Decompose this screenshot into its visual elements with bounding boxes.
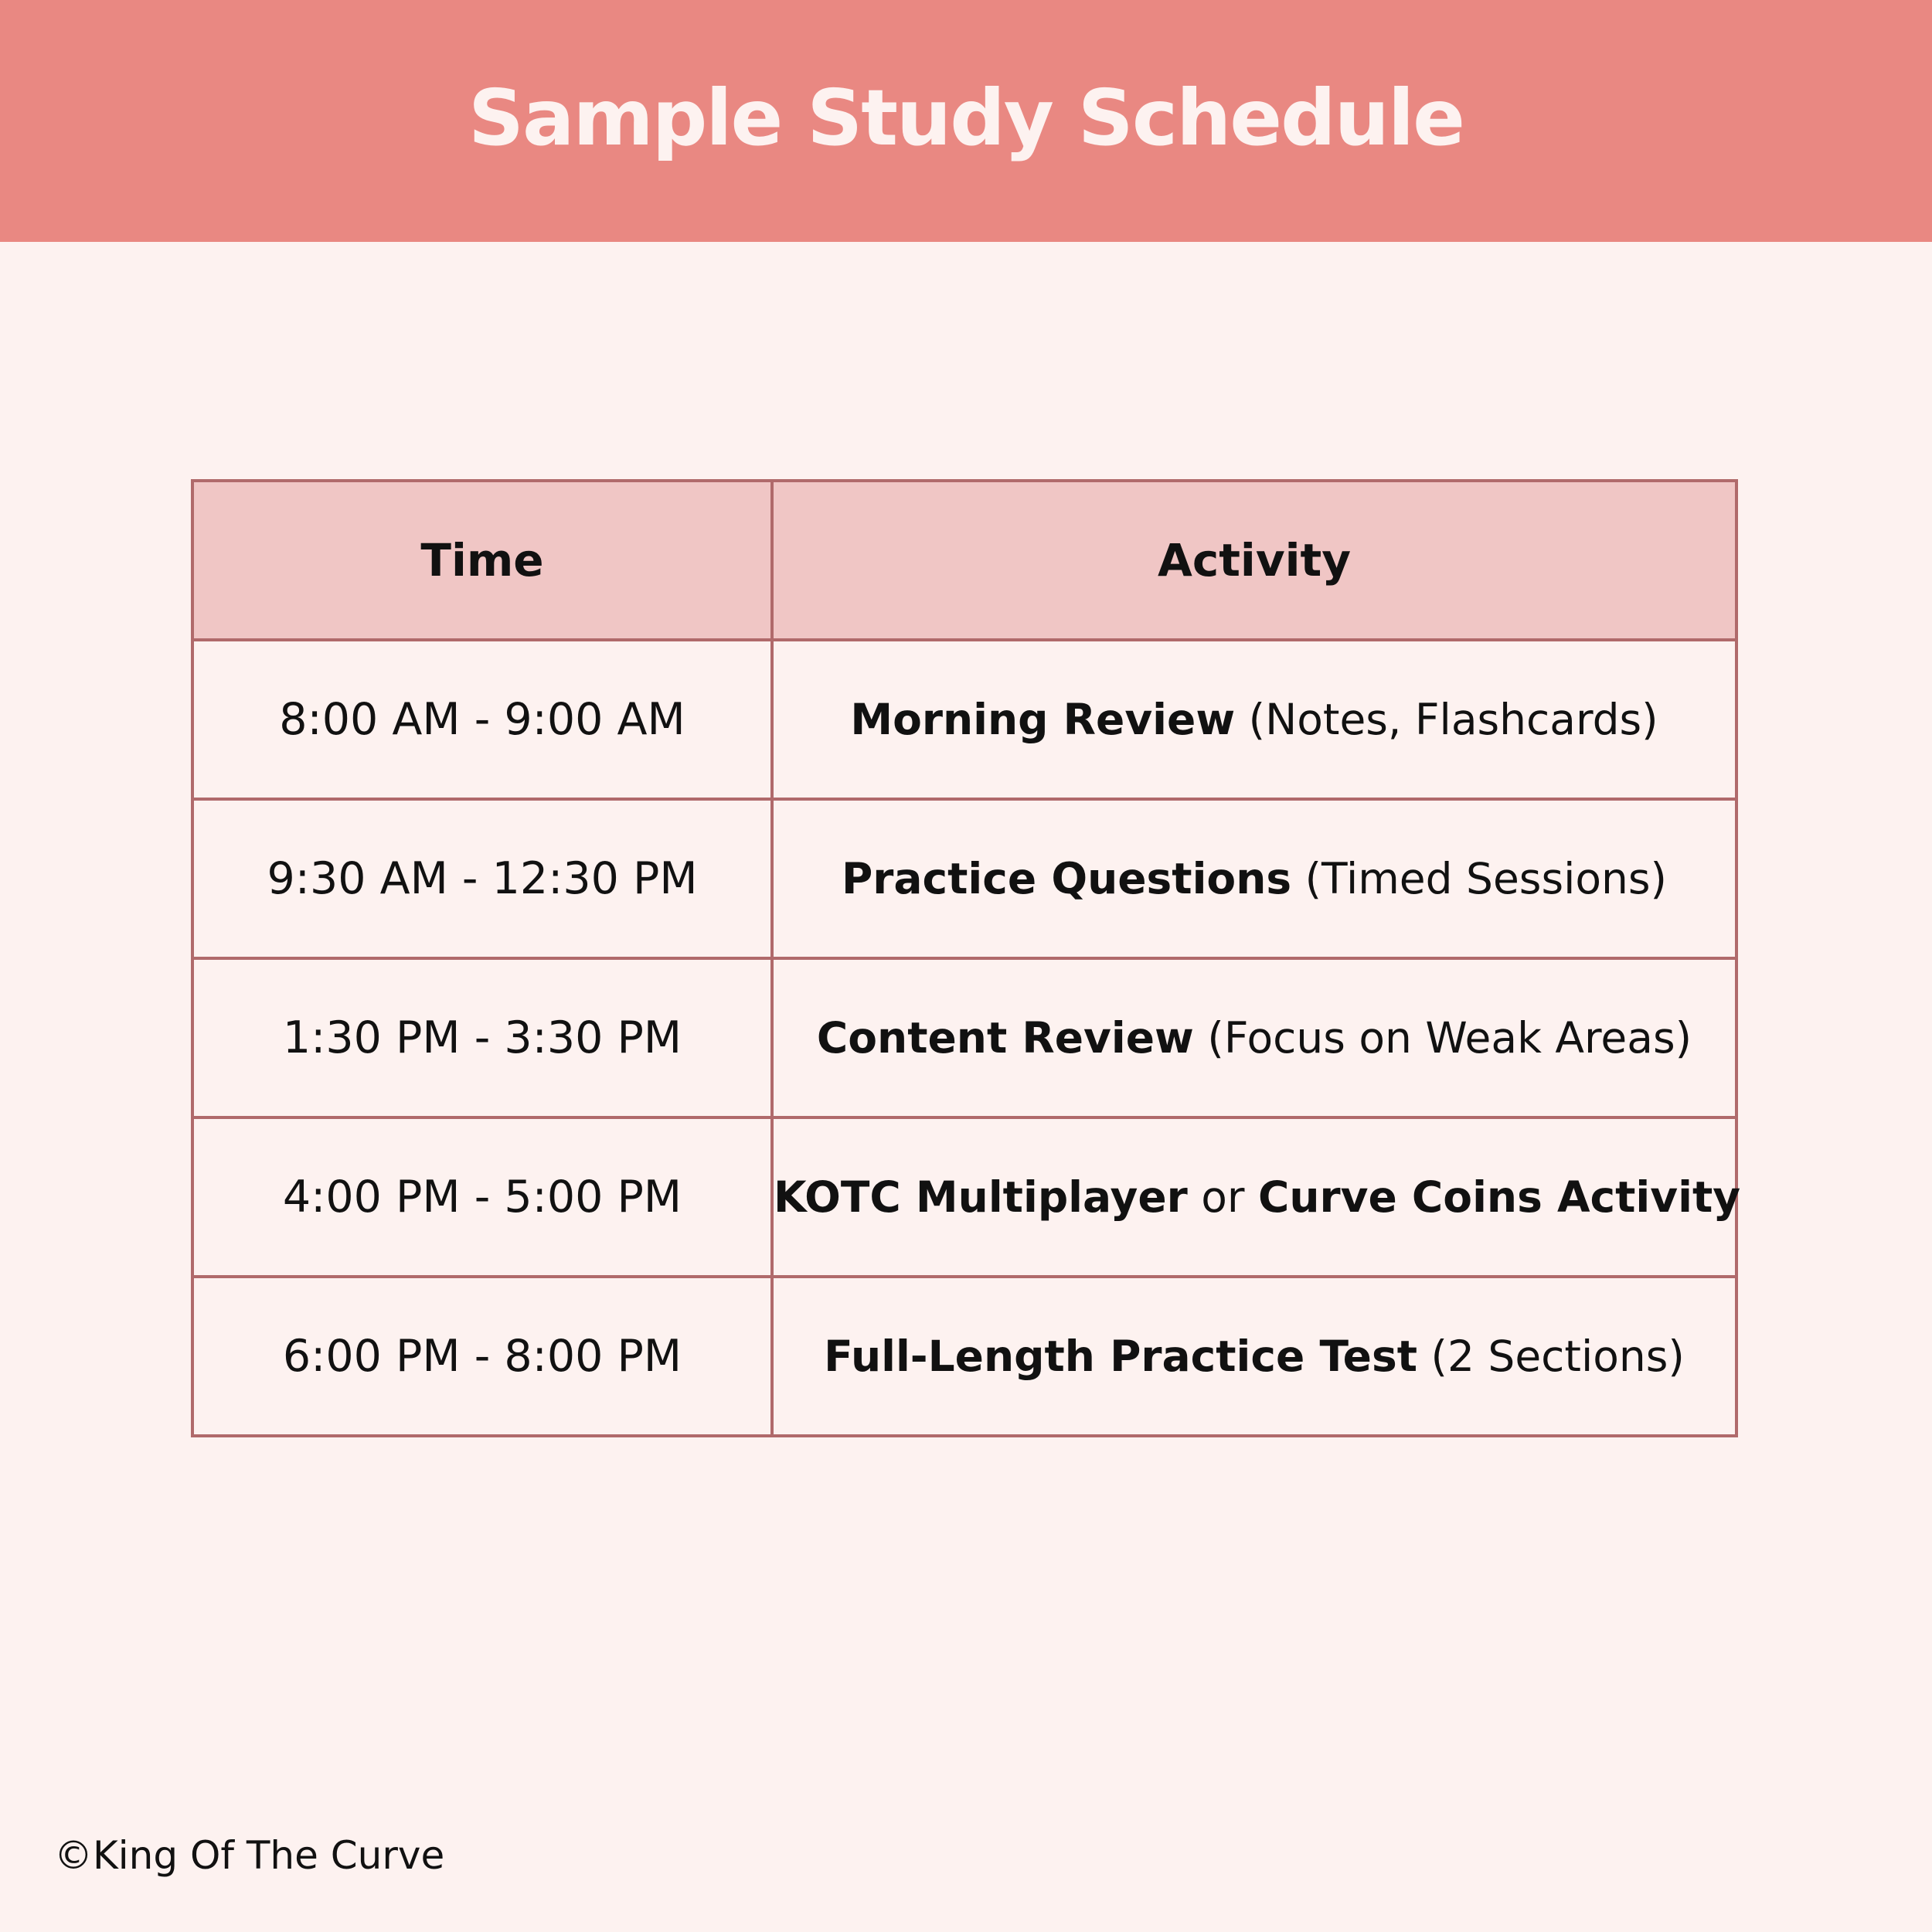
activity-cell bbox=[772, 1277, 1736, 1436]
schedule-table bbox=[191, 479, 1741, 1437]
activity-title-alt: Curve Coins Activity bbox=[1257, 1172, 1741, 1222]
table-row bbox=[192, 640, 1736, 799]
activity-detail: (Timed Sessions) bbox=[1291, 854, 1668, 903]
title-banner bbox=[0, 0, 1932, 242]
activity-cell bbox=[772, 640, 1736, 799]
table-row bbox=[192, 1277, 1736, 1436]
activity-connector: or bbox=[1187, 1172, 1258, 1222]
time-cell: 6:00 PM - 8:00 PM bbox=[192, 1277, 772, 1436]
table-row bbox=[192, 958, 1736, 1117]
page-title: Sample Study Schedule bbox=[468, 73, 1464, 163]
table-row bbox=[192, 799, 1736, 958]
time-cell: 4:00 PM - 5:00 PM bbox=[192, 1117, 772, 1277]
activity-cell bbox=[772, 958, 1736, 1117]
activity-title: Practice Questions bbox=[841, 854, 1292, 903]
activity-title: Content Review bbox=[816, 1013, 1194, 1063]
copyright-footer: ©King Of The Curve bbox=[54, 1833, 445, 1878]
activity-cell bbox=[772, 799, 1736, 958]
activity-detail: (2 Sections) bbox=[1417, 1332, 1685, 1381]
column-header-activity: Activity bbox=[772, 481, 1736, 640]
column-header-time: Time bbox=[192, 481, 772, 640]
time-cell: 1:30 PM - 3:30 PM bbox=[192, 958, 772, 1117]
activity-detail: (Notes, Flashcards) bbox=[1235, 695, 1658, 744]
table-header-row bbox=[192, 481, 1736, 640]
activity-title: Morning Review bbox=[850, 695, 1236, 744]
time-cell: 8:00 AM - 9:00 AM bbox=[192, 640, 772, 799]
activity-title: KOTC Multiplayer bbox=[774, 1172, 1188, 1222]
activity-detail: (Focus on Weak Areas) bbox=[1193, 1013, 1692, 1063]
activity-title: Full-Length Practice Test bbox=[824, 1332, 1417, 1381]
table-row bbox=[192, 1117, 1736, 1277]
activity-cell bbox=[772, 1117, 1741, 1277]
time-cell: 9:30 AM - 12:30 PM bbox=[192, 799, 772, 958]
